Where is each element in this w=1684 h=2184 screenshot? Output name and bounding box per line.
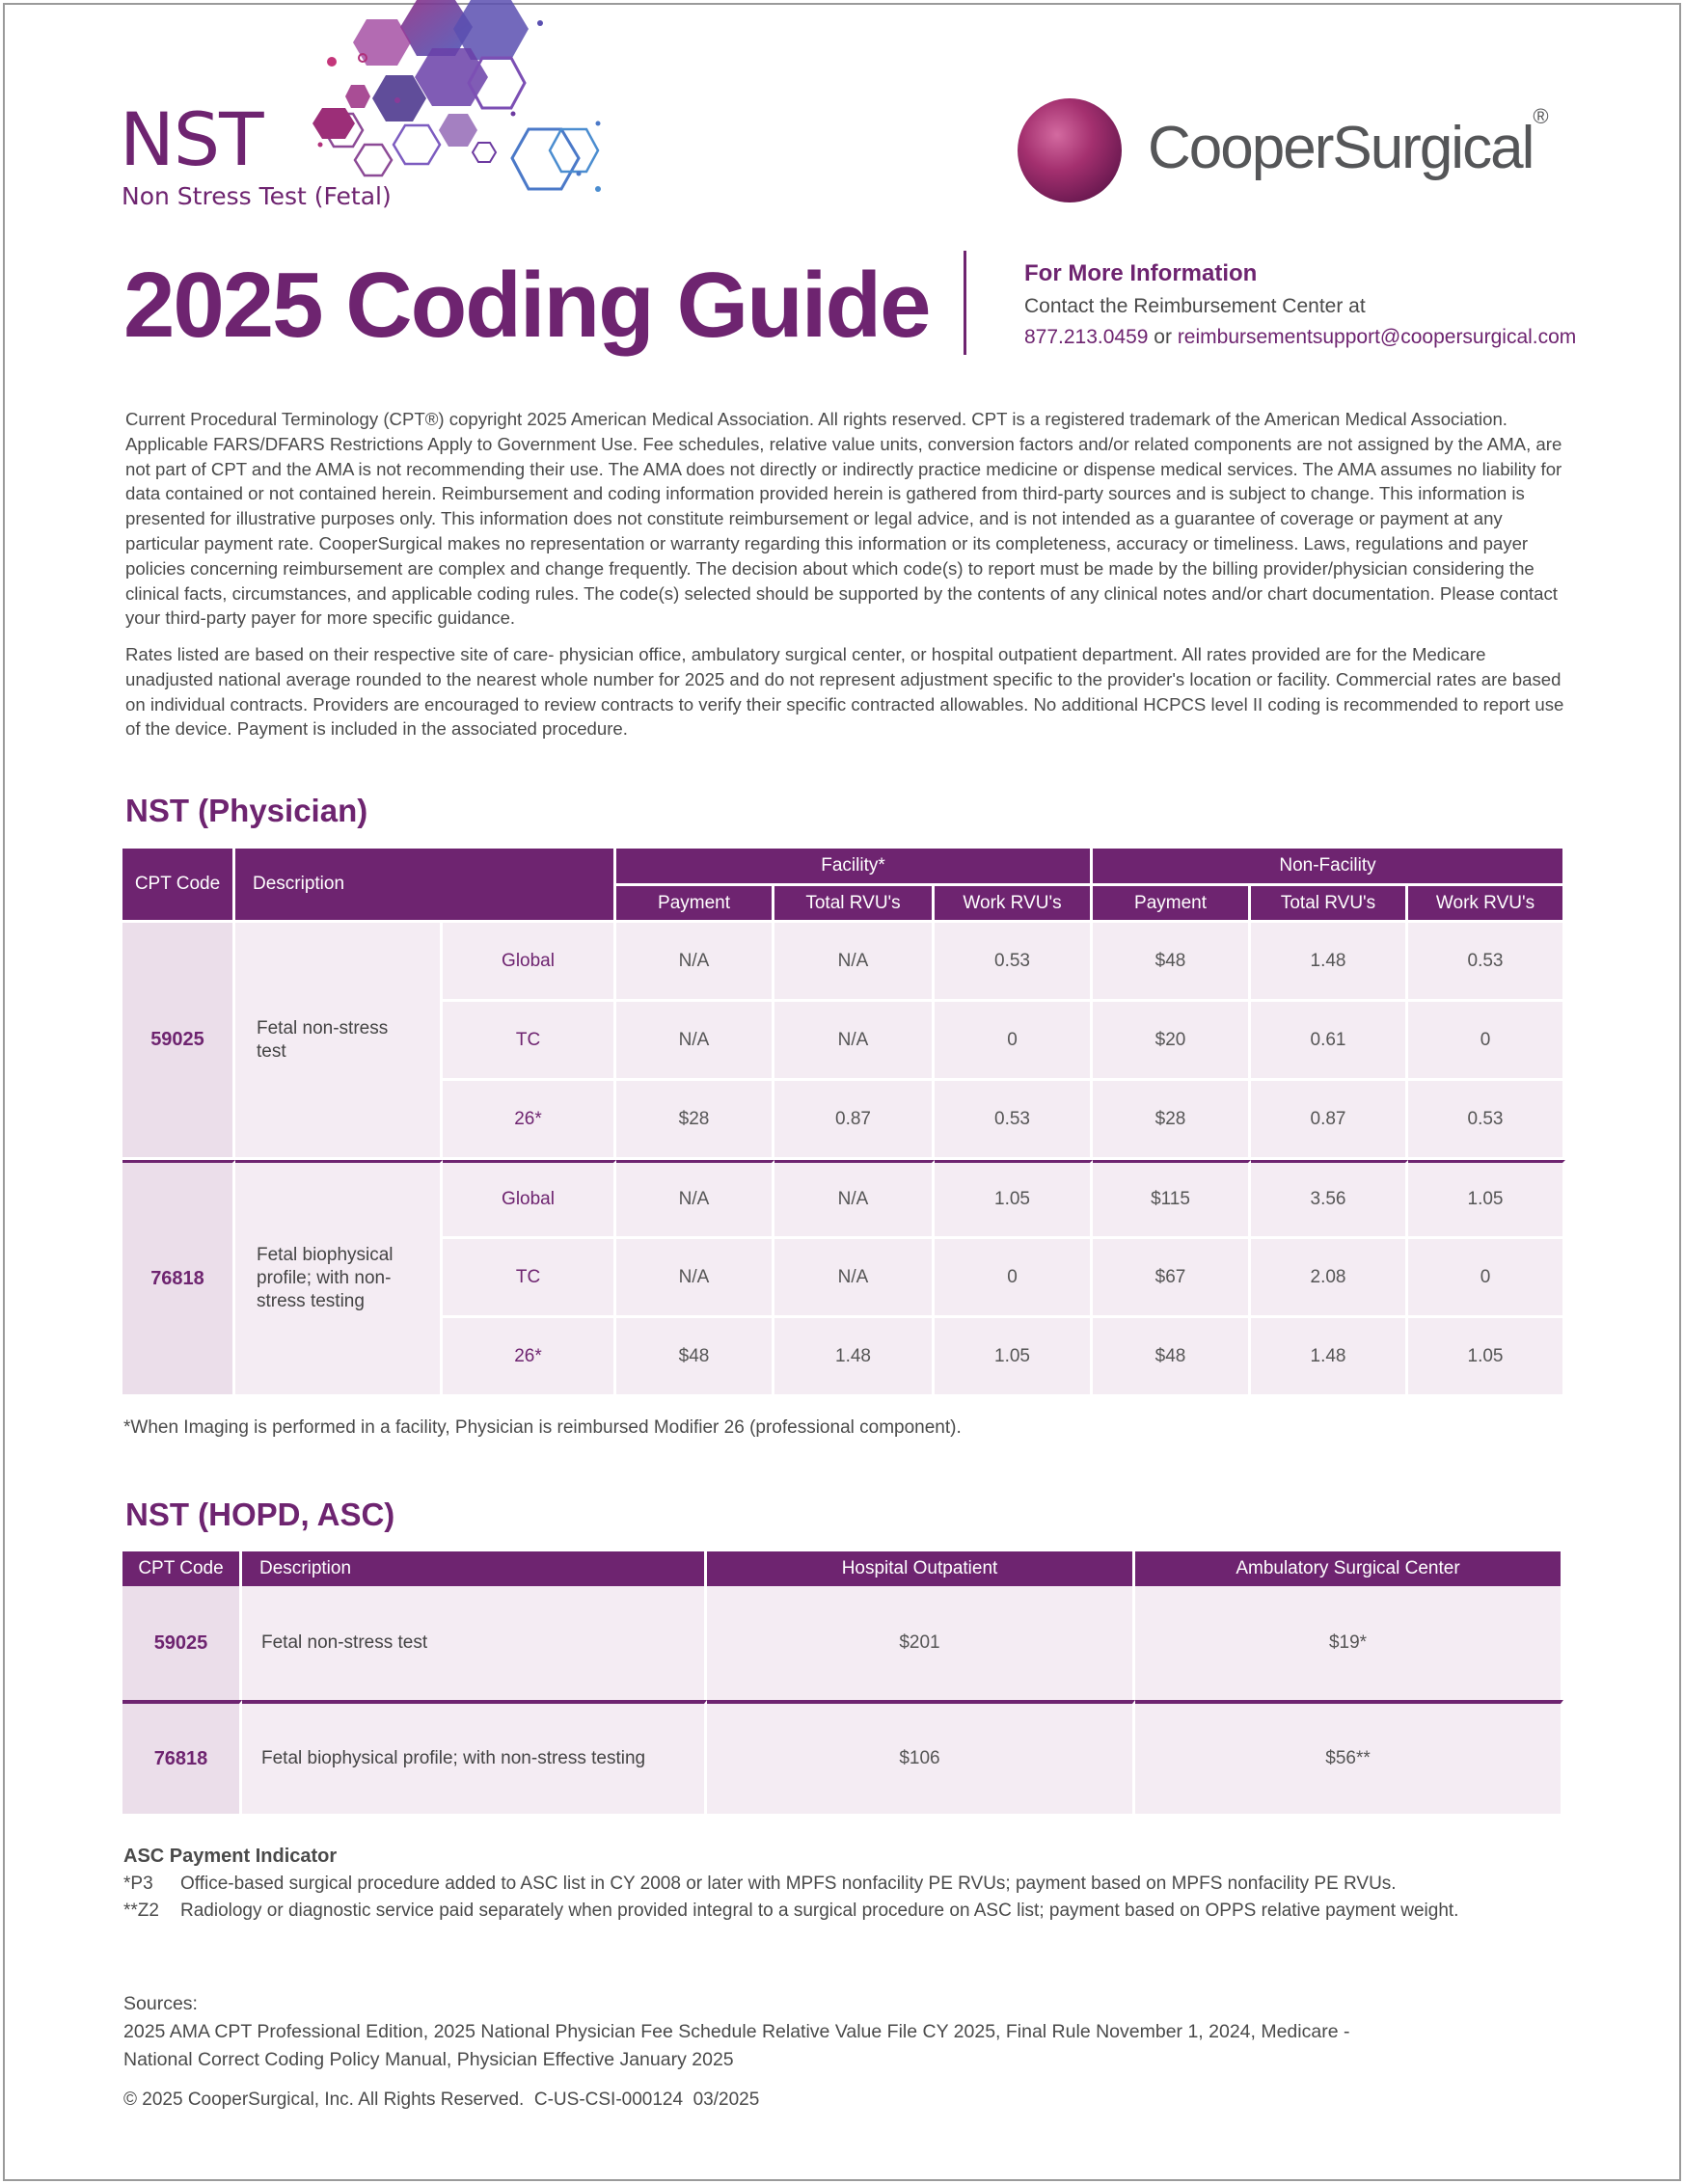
table-row xyxy=(122,923,1565,1002)
value-cell: $28 xyxy=(616,1081,774,1160)
value-cell: 0.87 xyxy=(1251,1081,1408,1160)
list-item xyxy=(123,1901,1458,1922)
value-cell: N/A xyxy=(774,1160,935,1239)
value-cell: 0.53 xyxy=(1408,923,1565,1002)
table-row xyxy=(122,1586,1563,1700)
copyright: © 2025 CooperSurgical, Inc. All Rights Reserved. C-US-CSI-000124 03/2025 xyxy=(123,2090,760,2110)
list-item xyxy=(123,1874,1458,1895)
value-cell: N/A xyxy=(616,1160,774,1239)
cpt-code-cell: 59025 xyxy=(122,1586,242,1700)
header-nonfacility-payment: Payment xyxy=(1093,886,1251,923)
value-cell: $48 xyxy=(616,1318,774,1397)
hopd-asc-table xyxy=(122,1551,1563,1814)
asc-payment-indicator xyxy=(123,1846,1458,1928)
sources-line: National Correct Coding Policy Manual, Physician Effective January 2025 xyxy=(123,2049,734,2070)
table-row xyxy=(122,1160,1565,1239)
value-cell: N/A xyxy=(774,1239,935,1318)
hopd-heading: NST (HOPD, ASC) xyxy=(125,1496,395,1532)
value-cell: 1.05 xyxy=(935,1318,1093,1397)
header-non-facility: Non-Facility xyxy=(1093,849,1565,886)
value-cell: 0 xyxy=(935,1002,1093,1081)
brand-name: CooperSurgical xyxy=(1148,115,1534,181)
description-cell: Fetal biophysical profile; with non-stress testing xyxy=(235,1160,443,1397)
indicator-text: Radiology or diagnostic service paid separately when provided integral to a surgical procedure on ASC list; payment based on OPPS relative payment weight. xyxy=(180,1901,1459,1921)
contact-info xyxy=(1024,260,1576,357)
rates-disclaimer: Rates listed are based on their respective site of care- physician office, ambulatory surgical center, or hospital outpatient department. All rates provided are for the Medicare unadjusted national average rounded to the nearest whole number for 2025 and do not represent adjustment specific to the provider's location or facility. Commercial rates are based on individual contracts. Providers are encouraged to review contracts to verify their specific contracted allowables. No additional HCPCS level II coding is recommended to report use of the device. Payment is included in the associated procedure. xyxy=(125,644,1564,740)
physician-table xyxy=(122,849,1565,1397)
info-contact-text: Contact the Reimbursement Center at xyxy=(1024,295,1366,317)
asc-heading: ASC Payment Indicator xyxy=(123,1846,338,1867)
table-row xyxy=(122,1700,1563,1814)
hexagon-graphic xyxy=(309,0,617,207)
value-cell: 0.53 xyxy=(935,923,1093,1002)
modifier-cell: 26* xyxy=(443,1081,616,1160)
header-description: Description xyxy=(235,849,616,923)
value-cell: $67 xyxy=(1093,1239,1251,1318)
indicator-code: *P3 xyxy=(123,1874,153,1894)
header-facility-total-rvu: Total RVU's xyxy=(774,886,935,923)
indicator-code: **Z2 xyxy=(123,1901,159,1921)
value-cell: 0 xyxy=(1408,1239,1565,1318)
cpt-disclaimer: Current Procedural Terminology (CPT®) copyright 2025 American Medical Association. All rights reserved. CPT is a registered trademark of the American Medical Association. Applicable FARS/DFARS Restrictions Apply to Government Use. Fee schedules, relative value units, conversion factors and/or related components are not assigned by the AMA, are not part of CPT and the AMA is not recommending their use. The AMA does not directly or indirectly practice medicine or dispense medical services. The AMA assumes no liability for data contained or not contained herein. Reimbursement and coding information provided herein is gathered from third-party sources and is subject to change. This information is presented for illustrative purposes only. This information does not constitute reimbursement or legal advice, and is not intended as a guarantee of coverage or payment at any particular payment rate. CooperSurgical makes no representation or warranty regarding this information or its completeness, accuracy or timeliness. Laws, regulations and payer policies concerning reimbursement are complex and change frequently. The decision about which code(s) to report must be made by the billing provider/physician considering the clinical facts, circumstances, and applicable coding rules. The code(s) selected should be supported by the contents of any clinical notes and/or chart documentation. Please contact your third-party payer for more specific guidance. xyxy=(125,409,1562,629)
value-cell: 0 xyxy=(935,1239,1093,1318)
email-link[interactable]: reimbursementsupport@coopersurgical.com xyxy=(1177,326,1577,348)
coopersurgical-logo xyxy=(1018,94,1558,210)
page-title: 2025 Coding Guide xyxy=(123,254,930,357)
value-cell: 1.48 xyxy=(774,1318,935,1397)
info-or: or xyxy=(1148,326,1178,348)
value-cell: $20 xyxy=(1093,1002,1251,1081)
nst-subtitle: Non Stress Test (Fetal) xyxy=(122,182,392,210)
description-cell: Fetal non-stress test xyxy=(235,923,443,1160)
brand-orb-icon xyxy=(1018,98,1122,202)
value-cell: 1.05 xyxy=(1408,1318,1565,1397)
header-description: Description xyxy=(242,1551,707,1586)
phone-link[interactable]: 877.213.0459 xyxy=(1024,326,1149,348)
header-facility: Facility* xyxy=(616,849,1093,886)
modifier-cell: TC xyxy=(443,1239,616,1318)
sources-line: 2025 AMA CPT Professional Edition, 2025 National Physician Fee Schedule Relative Value File CY 2025, Final Rule November 1, 2024, Medicare - xyxy=(123,2021,1350,2042)
value-cell: N/A xyxy=(616,1239,774,1318)
header-nonfacility-total-rvu: Total RVU's xyxy=(1251,886,1408,923)
sources xyxy=(123,1990,1349,2074)
value-cell: N/A xyxy=(616,1002,774,1081)
value-cell: 0 xyxy=(1408,1002,1565,1081)
asc-value-cell: $19* xyxy=(1135,1586,1563,1700)
value-cell: 1.05 xyxy=(935,1160,1093,1239)
value-cell: 1.48 xyxy=(1251,1318,1408,1397)
modifier-cell: Global xyxy=(443,1160,616,1239)
value-cell: 1.48 xyxy=(1251,923,1408,1002)
header-cpt-code: CPT Code xyxy=(122,849,235,923)
value-cell: $48 xyxy=(1093,923,1251,1002)
header-facility-payment: Payment xyxy=(616,886,774,923)
value-cell: 0.53 xyxy=(1408,1081,1565,1160)
value-cell: 0.61 xyxy=(1251,1002,1408,1081)
info-contact-links xyxy=(1024,326,1576,349)
value-cell: $115 xyxy=(1093,1160,1251,1239)
modifier-cell: Global xyxy=(443,923,616,1002)
description-cell: Fetal non-stress test xyxy=(242,1586,707,1700)
cpt-code-cell: 59025 xyxy=(122,923,235,1160)
asc-value-cell: $56** xyxy=(1135,1700,1563,1814)
header-asc: Ambulatory Surgical Center xyxy=(1135,1551,1563,1586)
title-divider xyxy=(964,251,966,355)
value-cell: 0.53 xyxy=(935,1081,1093,1160)
physician-heading: NST (Physician) xyxy=(125,793,368,828)
hospital-value-cell: $106 xyxy=(707,1700,1135,1814)
value-cell: N/A xyxy=(774,1002,935,1081)
value-cell: N/A xyxy=(774,923,935,1002)
hospital-value-cell: $201 xyxy=(707,1586,1135,1700)
cpt-code-cell: 76818 xyxy=(122,1160,235,1397)
info-heading: For More Information xyxy=(1024,260,1258,286)
modifier-cell: TC xyxy=(443,1002,616,1081)
indicator-text: Office-based surgical procedure added to ASC list in CY 2008 or later with MPFS nonfacility PE RVUs; payment based on MPFS nonfacility PE RVUs. xyxy=(180,1874,1397,1894)
description-cell: Fetal biophysical profile; with non-stress testing xyxy=(242,1700,707,1814)
value-cell: 3.56 xyxy=(1251,1160,1408,1239)
registered-mark: ® xyxy=(1533,104,1547,129)
value-cell: 1.05 xyxy=(1408,1160,1565,1239)
cpt-code-cell: 76818 xyxy=(122,1700,242,1814)
value-cell: 0.87 xyxy=(774,1081,935,1160)
header-hospital-outpatient: Hospital Outpatient xyxy=(707,1551,1135,1586)
header-cpt-code: CPT Code xyxy=(122,1551,242,1586)
value-cell: $48 xyxy=(1093,1318,1251,1397)
header-nonfacility-work-rvu: Work RVU's xyxy=(1408,886,1565,923)
header-facility-work-rvu: Work RVU's xyxy=(935,886,1093,923)
value-cell: N/A xyxy=(616,923,774,1002)
value-cell: $28 xyxy=(1093,1081,1251,1160)
value-cell: 2.08 xyxy=(1251,1239,1408,1318)
modifier-cell: 26* xyxy=(443,1318,616,1397)
nst-title: NST xyxy=(120,96,263,182)
sources-label: Sources: xyxy=(123,1993,198,2014)
physician-footnote: *When Imaging is performed in a facility, Physician is reimbursed Modifier 26 (professional component). xyxy=(123,1417,962,1438)
